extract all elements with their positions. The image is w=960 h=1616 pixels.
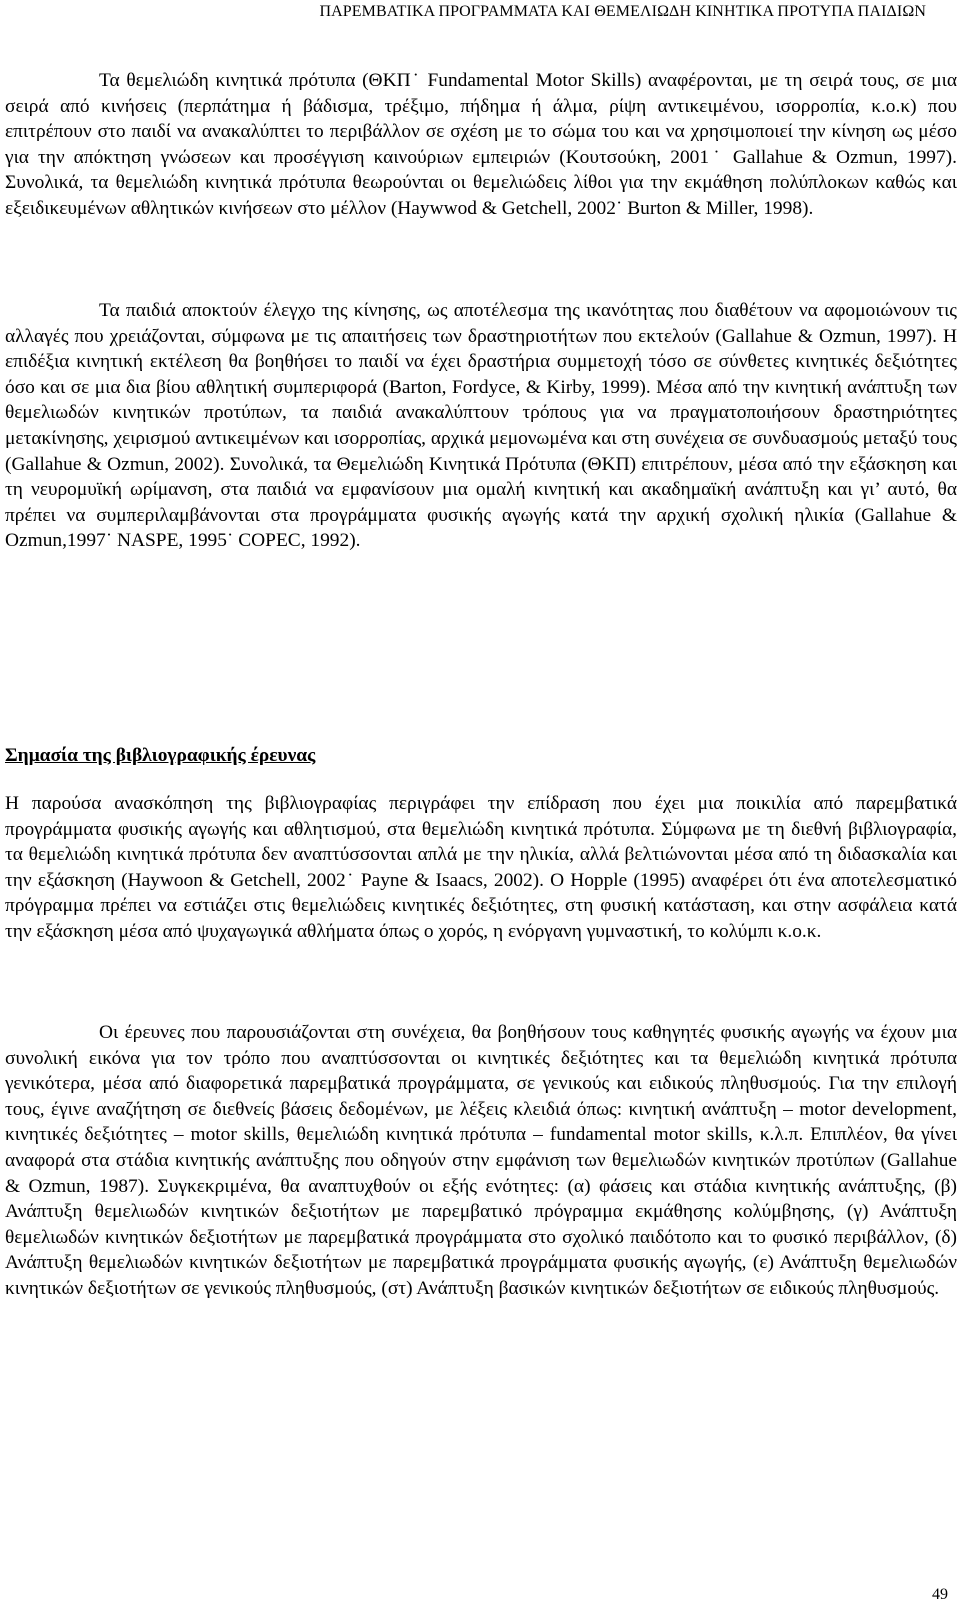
section-heading: Σημασία της βιβλιογραφικής έρευνας: [5, 745, 316, 766]
running-header: ΠΑΡΕΜΒΑΤΙΚΑ ΠΡΟΓΡΑΜΜΑΤΑ ΚΑΙ ΘΕΜΕΛΙΩΔΗ ΚΙΝΗΤΙΚΑ ΠΡΟΤΥΠΑ ΠΑΙΔΙΩΝ: [319, 3, 926, 20]
body-paragraph: Τα παιδιά αποκτούν έλεγχο της κίνησης, ως αποτέλεσμα της ικανότητας που διαθέτουν να αφομοιώνουν τις αλλαγές που χρειάζονται, σύμφωνα με τις απαιτήσεις των δραστηριοτήτων που εκτελούν (Gallahue & Ozmun, 1997). Η επιδέξια κινητική εκτέλεση θα βοηθήσει το παιδί να έχει δραστήρια συμμετοχή τόσο σε σύνθετες κινητικές δεξιότητες όσο και σε μια δια βίου αθλητική συμπεριφορά (Barton, Fordyce, & Kirby, 1999). Μέσα από την κινητική ανάπτυξη των θεμελιωδών κινητικών προτύπων, τα παιδιά ανακαλύπτουν τρόπους για να πραγματοποιήσουν δραστηριότητες μετακίνησης, χειρισμού αντικειμένων και ισορροπίας, αρχικά μεμονωμένα και στη συνέχεια σε συνδυασμούς μεταξύ τους (Gallahue & Ozmun, 2002). Συνολικά, τα Θεμελιώδη Κινητικά Πρότυπα (ΘΚΠ) επιτρέπουν, μέσα από την εξάσκηση και τη νευρομυϊκή ωρίμανση, στα παιδιά να εμφανίσουν μια ομαλή κινητική και ακαδημαϊκή ανάπτυξη και γι’ αυτό, θα πρέπει να συμπεριλαμβάνονται στα προγράμματα φυσικής αγωγής κατά την αρχική σχολική ηλικία (Gallahue & Ozmun,1997˙ NASPE, 1995˙ COPEC, 1992).: [5, 300, 957, 552]
page-number: 49: [932, 1586, 948, 1603]
body-paragraph: Τα θεμελιώδη κινητικά πρότυπα (ΘΚΠ˙ Fundamental Motor Skills) αναφέρονται, με τη σειρά τους, σε μια σειρά από κινήσεις (περπάτημα ή βάδισμα, τρέξιμο, πήδημα ή άλμα, ρίψη αντικειμένου, ισορροπία, κ.ο.κ) που επιτρέπουν στο παιδί να ανακαλύπτει το περιβάλλον σε σχέση με το σώμα του και να χρησιμοποιεί την κίνηση ως μέσο για την απόκτηση γνώσεων και προσέγγιση καινούριων εμπειριών (Κουτσούκη, 2001˙ Gallahue & Ozmun, 1997). Συνολικά, τα θεμελιώδη κινητικά πρότυπα θεωρούνται οι θεμελιώδεις λίθοι για την εκμάθηση πολύπλοκων καθώς και εξειδικευμένων αθλητικών κινήσεων στο μέλλον (Haywwod & Getchell, 2002˙ Burton & Miller, 1998).: [5, 70, 957, 219]
body-paragraph: Οι έρευνες που παρουσιάζονται στη συνέχεια, θα βοηθήσουν τους καθηγητές φυσικής αγωγής να έχουν μια συνολική εικόνα για τον τρόπο που αναπτύσσονται οι κινητικές δεξιότητες και τα θεμελιώδη κινητικά πρότυπα γενικότερα, μέσα από διαφορετικά παρεμβατικά προγράμματα, σε γενικούς και ειδικούς πληθυσμούς. Για την επιλογή τους, έγινε αναζήτηση σε διεθνείς βάσεις δεδομένων, με λέξεις κλειδιά όπως: κινητική ανάπτυξη – motor development, κινητικές δεξιότητες – motor skills, θεμελιώδη κινητικά πρότυπα – fundamental motor skills, κ.λ.π. Επιπλέον, θα γίνει αναφορά στα στάδια κινητικής ανάπτυξης που οδηγούν στην εμφάνιση των θεμελιωδών κινητικών προτύπων (Gallahue & Ozmun, 1987). Συγκεκριμένα, θα αναπτυχθούν οι εξής ενότητες: (α) φάσεις και στάδια κινητικής ανάπτυξης, (β) Ανάπτυξη θεμελιωδών κινητικών δεξιοτήτων με παρεμβατικό πρόγραμμα εκμάθησης κολύμβησης, (γ) Ανάπτυξη θεμελιωδών κινητικών δεξιοτήτων με παρεμβατικά προγράμματα στο σχολικό παιδότοπο και το φυσικό περιβάλλον, (δ) Ανάπτυξη θεμελιωδών κινητικών δεξιοτήτων με παρεμβατικά προγράμματα φυσικής αγωγής, (ε) Ανάπτυξη θεμελιωδών κινητικών δεξιοτήτων σε γενικούς πληθυσμούς, (στ) Ανάπτυξη βασικών κινητικών δεξιοτήτων σε ειδικούς πληθυσμούς.: [5, 1022, 957, 1299]
body-paragraph: Η παρούσα ανασκόπηση της βιβλιογραφίας περιγράφει την επίδραση που έχει μια ποικιλία από παρεμβατικά προγράμματα φυσικής αγωγής και αθλητισμού, στα θεμελιώδη κινητικά πρότυπα. Σύμφωνα με τη διεθνή βιβλιογραφία, τα θεμελιώδη κινητικά πρότυπα δεν αναπτύσσονται απλά με την ηλικία, αλλά βελτιώνονται μέσα από τη διδασκαλία και την εξάσκηση (Haywoon & Getchell, 2002˙ Payne & Isaacs, 2002). Ο Hopple (1995) αναφέρει ότι ένα αποτελεσματικό πρόγραμμα πρέπει να εστιάζει στις θεμελιώδεις κινητικές δεξιότητες, στη φυσική κατάσταση, και στην ασφάλεια κατά την εξάσκηση μέσα από ψυχαγωγικά αθλήματα όπως ο χορός, η ενόργανη γυμναστική, το κολύμπι κ.ο.κ.: [5, 793, 957, 942]
